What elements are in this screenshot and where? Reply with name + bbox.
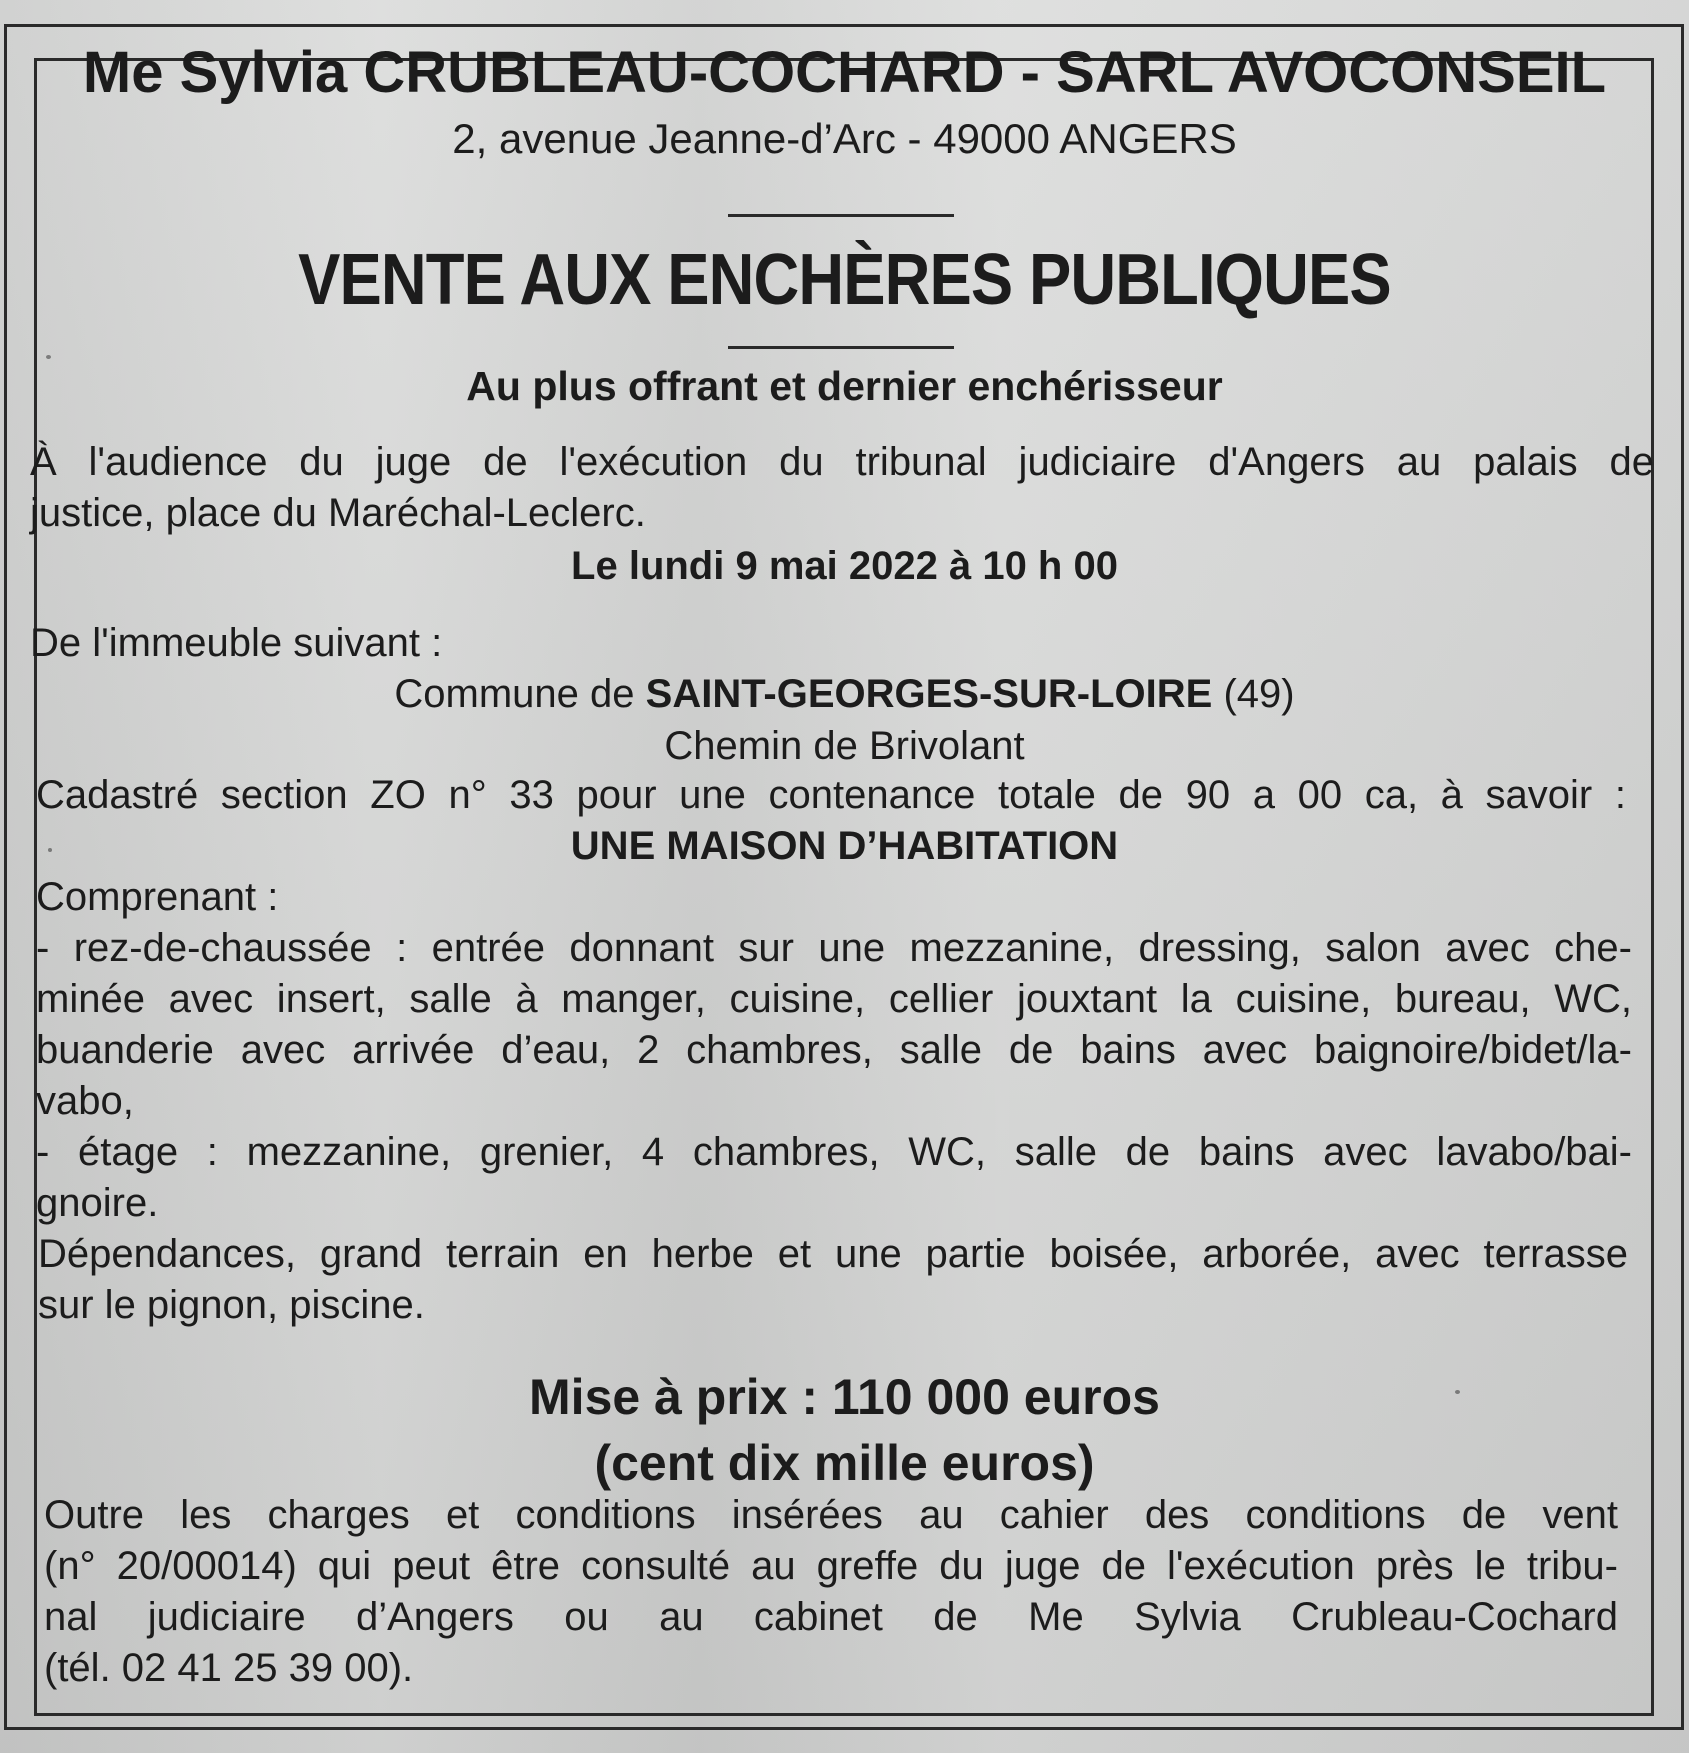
commune-dept: (49): [1223, 672, 1295, 716]
print-speck: [46, 355, 51, 359]
commune-name: SAINT-GEORGES-SUR-LOIRE: [645, 672, 1213, 716]
etage-line-1: - étage : mezzanine, grenier, 4 chambres, WC, salle de bains avec lavabo/bai-: [36, 1130, 1632, 1174]
conditions-line-4: (tél. 02 41 25 39 00).: [44, 1646, 414, 1690]
etage-line-2: gnoire.: [36, 1181, 159, 1225]
lawyer-name-header: Me Sylvia CRUBLEAU-COCHARD - SARL AVOCONSEIL: [82, 40, 1607, 105]
audience-line-1: À l'audience du juge de l'exécution du tribunal judiciaire d'Angers au palais de: [30, 440, 1654, 484]
sale-date: Le lundi 9 mai 2022 à 10 h 00: [571, 544, 1118, 588]
commune-line: [0, 674, 1689, 714]
chemin-line: Chemin de Brivolant: [664, 724, 1025, 768]
print-speck: [48, 848, 52, 852]
conditions-line-1: Outre les charges et conditions insérées au cahier des conditions de vent: [44, 1493, 1618, 1537]
rdc-line-1: - rez-de-chaussée : entrée donnant sur une mezzanine, dressing, salon avec che-: [36, 926, 1632, 970]
comprenant-label: Comprenant :: [36, 875, 279, 919]
print-speck: [1455, 1390, 1460, 1394]
conditions-line-2: (n° 20/00014) qui peut être consulté au greffe du juge de l'exécution près le tribu-: [44, 1544, 1618, 1588]
announcement-title: VENTE AUX ENCHÈRES PUBLIQUES: [298, 240, 1391, 320]
rdc-line-2: minée avec insert, salle à manger, cuisine, cellier jouxtant la cuisine, bureau, WC,: [36, 977, 1632, 1021]
announcement-subtitle: Au plus offrant et dernier enchérisseur: [466, 363, 1223, 409]
property-type: UNE MAISON D’HABITATION: [570, 824, 1119, 868]
immeuble-intro: De l'immeuble suivant :: [30, 621, 443, 665]
audience-line-2: justice, place du Maréchal-Leclerc.: [30, 491, 646, 535]
commune-prefix: Commune de: [394, 672, 635, 716]
rdc-line-4: vabo,: [36, 1079, 134, 1123]
starting-price: Mise à prix : 110 000 euros: [529, 1369, 1160, 1425]
conditions-line-3: nal judiciaire d’Angers ou au cabinet de Me Sylvia Crubleau-Cochard: [44, 1595, 1618, 1639]
rdc-line-3: buanderie avec arrivée d’eau, 2 chambres, salle de bains avec baignoire/bidet/la-: [36, 1028, 1632, 1072]
dependances-line-2: sur le pignon, piscine.: [38, 1283, 425, 1327]
starting-price-words: (cent dix mille euros): [594, 1435, 1095, 1491]
dependances-line-1: Dépendances, grand terrain en herbe et une partie boisée, arborée, avec terrasse: [38, 1232, 1628, 1276]
cadastre-line: Cadastré section ZO n° 33 pour une contenance totale de 90 a 00 ca, à savoir :: [36, 773, 1626, 817]
lawyer-address: 2, avenue Jeanne-d’Arc - 49000 ANGERS: [452, 115, 1237, 162]
title-rule-bottom: [728, 346, 954, 349]
title-rule-top: [728, 214, 954, 217]
